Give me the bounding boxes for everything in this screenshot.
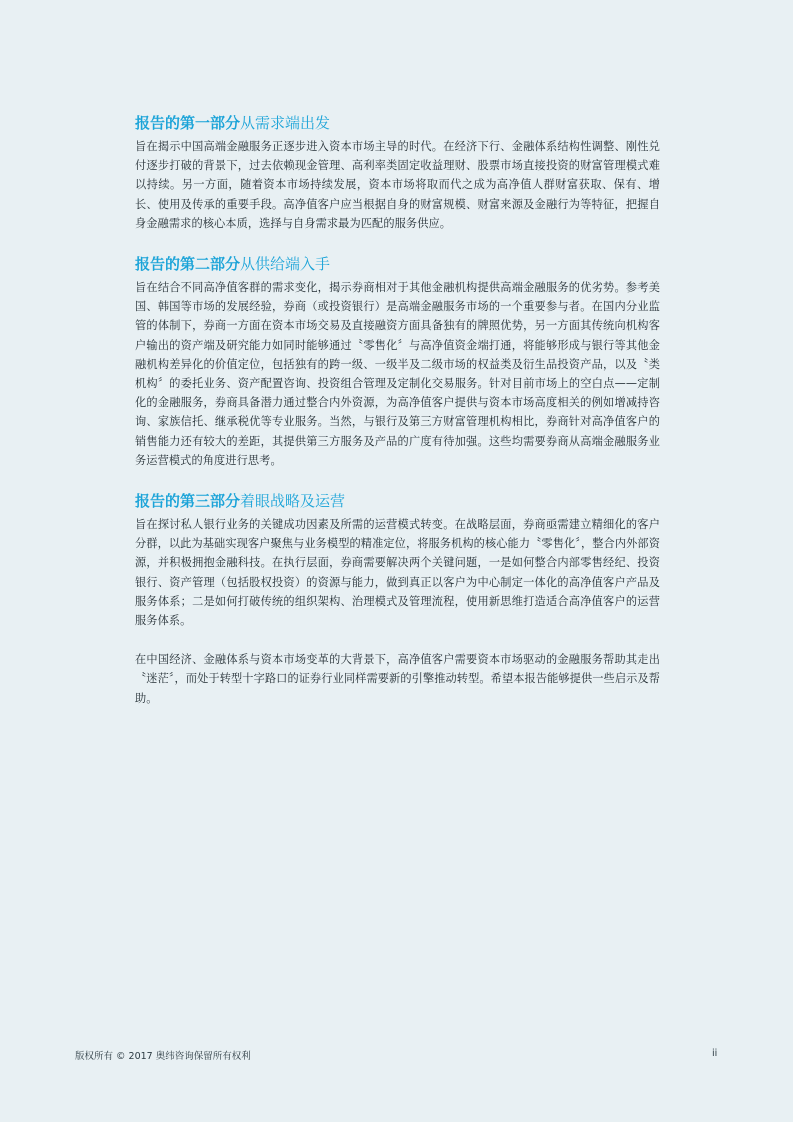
section-heading xyxy=(135,112,660,134)
section-heading-rest: 着眼战略及运营 xyxy=(240,492,346,511)
section-part-two xyxy=(135,253,660,470)
section-heading-bold: 报告的第一部分 xyxy=(135,114,241,132)
document-content xyxy=(135,112,660,708)
section-heading-rest: 从需求端出发 xyxy=(240,114,331,132)
section-heading-bold: 报告的第二部分 xyxy=(135,255,241,274)
section-heading xyxy=(135,490,660,512)
page-number: ii xyxy=(712,1048,718,1059)
section-heading-rest: 从供给端入手 xyxy=(240,255,331,274)
footer-copyright: 版权所有 © 2017 奥纬咨询保留所有权利 xyxy=(75,1051,251,1062)
section-part-three xyxy=(135,490,660,630)
section-part-one xyxy=(135,112,660,233)
section-body: 旨在揭示中国高端金融服务正逐步进入资本市场主导的时代。在经济下行、金融体系结构性调整、刚性兑付逐步打破的背景下，过去依赖现金管理、高利率类固定收益理财、股票市场直接投资的财富管理模式难以持续。另一方面，随着资本市场持续发展，资本市场将取而代之成为高净值人群财富获取、保有、增长、使用及传承的重要手段。高净值客户应当根据自身的财富规模、财富来源及金融行为等特征，把握自身金融需求的核心本质，选择与自身需求最为匹配的服务供应。 xyxy=(135,140,660,230)
section-body: 旨在探讨私人银行业务的关键成功因素及所需的运营模式转变。在战略层面，券商亟需建立精细化的客户分群，以此为基础实现客户聚焦与业务模型的精准定位，将服务机构的核心能力〝零售化〞，整合内外部资源，并积极拥抱金融科技。在执行层面，券商需要解决两个关键问题，一是如何整合内部零售经纪、投资银行、资产管理（包括股权投资）的资源与能力，做到真正以客户为中心制定一体化的高净值客户产品及服务体系；二是如何打破传统的组织架构、治理模式及管理流程，使用新思维打造适合高净值客户的运营服务体系。 xyxy=(135,518,660,628)
section-heading xyxy=(135,253,660,275)
section-body: 旨在结合不同高净值客群的需求变化，揭示券商相对于其他金融机构提供高端金融服务的优劣势。参考美国、韩国等市场的发展经验，券商（或投资银行）是高端金融服务市场的一个重要参与者。在国内分业监管的体制下，券商一方面在资本市场交易及直接融资方面具备独有的牌照优势，另一方面其传统向机构客户输出的资产端及研究能力如同时能够通过〝零售化〞与高净值资金端打通，将能够形成与银行等其他金融机构差异化的价值定位，包括独有的跨一级、一级半及二级市场的权益类及衍生品投资产品，以及〝类机构〞的委托业务、资产配置咨询、投资组合管理及定制化交易服务。针对目前市场上的空白点——定制化的金融服务，券商具备潜力通过整合内外资源，为高净值客户提供与资本市场高度相关的例如增减持咨询、家族信托、继承税优等专业服务。当然，与银行及第三方财富管理机构相比，券商针对高净值客户的销售能力还有较大的差距，其提供第三方服务及产品的广度有待加强。这些均需要券商从高端金融服务业务运营模式的角度进行思考。 xyxy=(135,281,660,467)
section-heading-bold: 报告的第三部分 xyxy=(135,492,241,511)
closing-paragraph: 在中国经济、金融体系与资本市场变革的大背景下，高净值客户需要资本市场驱动的金融服务帮助其走出〝迷茫〞，而处于转型十字路口的证券行业同样需要新的引擎推动转型。希望本报告能够提供一些启示及帮助。 xyxy=(135,653,660,705)
